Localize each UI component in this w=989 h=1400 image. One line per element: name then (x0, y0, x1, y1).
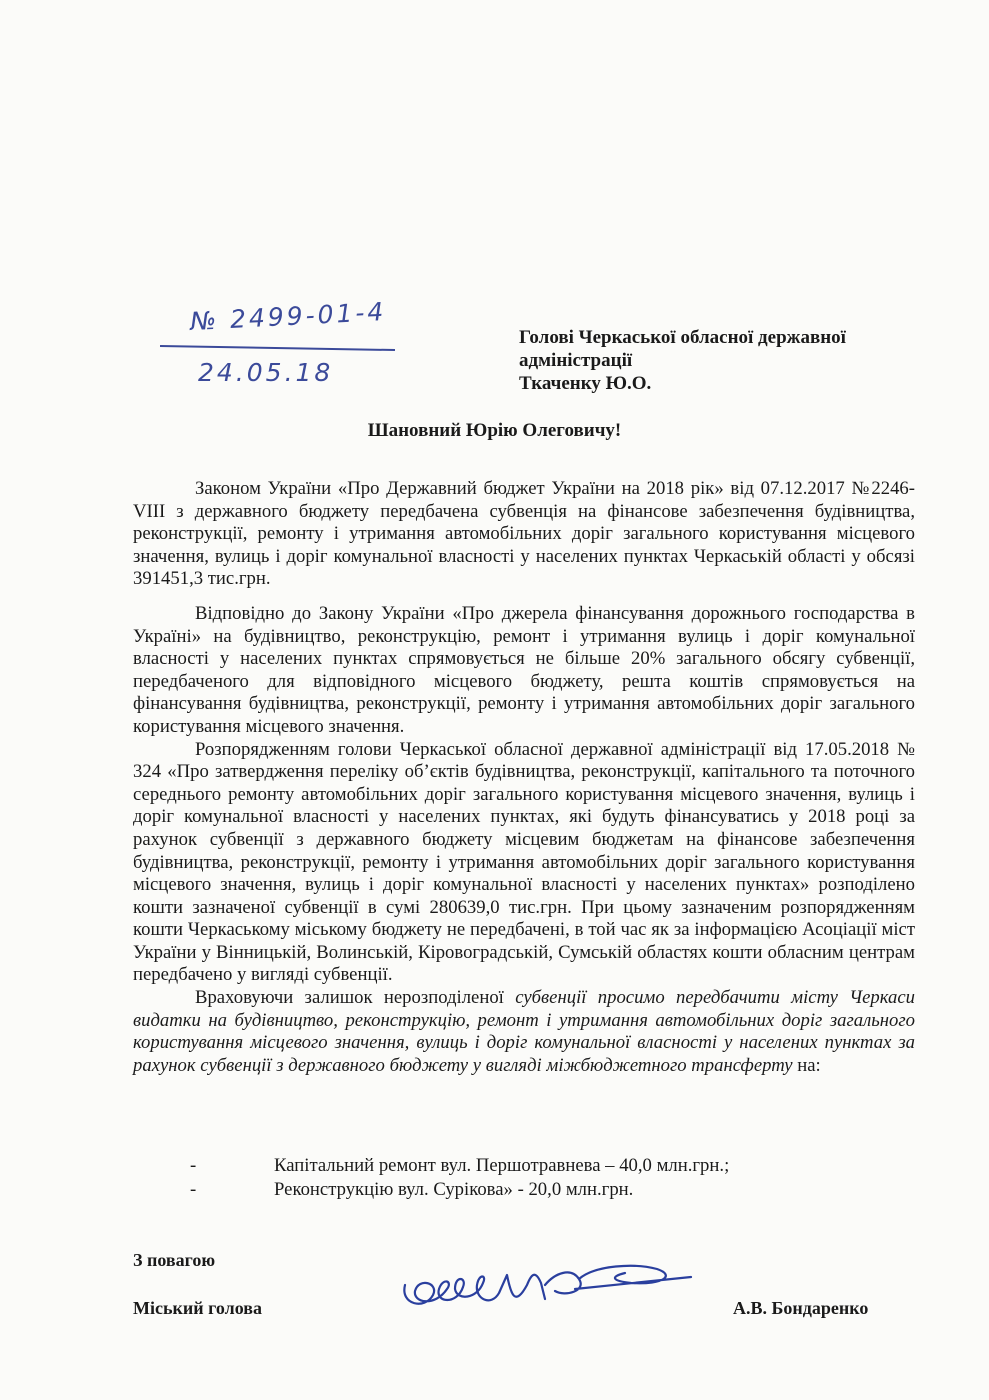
list-item-text: Капітальний ремонт вул. Першотравнева – 40,0 млн.грн.; (274, 1155, 730, 1176)
addressee-line-3: Ткаченку Ю.О. (519, 373, 652, 394)
closing-regards: З повагою (133, 1250, 216, 1270)
list-item (190, 1178, 729, 1202)
paragraph-3: Розпорядженням голови Черкаської обласної державної адміністрації від 17.05.2018 № 324 «Про затвердження переліку об’єктів будівництва, реконструкції, капітального та поточного середнього ремонту автомобільних доріг загального користування місцевого значення, вулиць і доріг комунальної власності у населених пунктах, які будуть фінансуватись у 2018 році за рахунок субвенції з державного бюджету місцевим бюджетам на фінансове забезпечення будівництва, реконструкції, ремонту і утримання автомобільних доріг загального користування місцевого значення, вулиць і доріг комунальної власності у населених пунктах» розподілено кошти зазначеної субвенції в сумі 280639,0 тис.грн. При цьому зазначеним розпорядженням кошти Черкаському міському бюджету не передбачені, в той час як за інформацією Асоціації міст України у Вінницькій, Волинській, Кіровоградській, Сумській областях кошти обласним центрам передбачено у вигляді субвенції. (133, 738, 915, 986)
addressee-line-2: адміністрації (519, 350, 633, 371)
request-list (190, 1154, 729, 1202)
list-item (190, 1154, 729, 1178)
paragraph-4-request: субвенції просимо передбачити місту Черкаси видатки на будівництво, реконструкцію, ремонт і утримання автомобільних доріг загального користування місцевого значення, вулиць і доріг комунальної власності у населених пунктах за рахунок субвенції з державного бюджету у вигляді міжбюджетного трансферту (133, 987, 915, 1076)
addressee-line-1: Голові Черкаської обласної державної (519, 327, 846, 348)
signer-position: Міський голова (133, 1298, 262, 1318)
paragraph-1: Законом України «Про Державний бюджет України на 2018 рік» від 07.12.2017 №2246- VIII з державного бюджету передбачена субвенція на фінансове забезпечення будівництва, реконструкції, ремонту і утримання автомобільних доріг загального користування місцевого значення, вулиць і доріг комунальної власності у населених пунктах Черкаській області у обсязі 391451,3 тис.грн. (133, 478, 915, 590)
paragraph-4-lead: Враховуючи залишок нерозподіленої (195, 987, 516, 1009)
list-marker: - (190, 1155, 197, 1176)
paragraph-4 (133, 987, 915, 1077)
paragraph-2: Відповідно до Закону України «Про джерела фінансування дорожнього господарства в Україні» на будівництво, реконструкцію, ремонт і утримання вулиць і доріг комунальної власності у населених пунктах спрямовується не більше 20% загального обсягу субвенції, передбаченого для відповідного місцевого бюджету, решта коштів спрямовується на фінансування будівництва, реконструкції, ремонту і утримання автомобільних доріг загального користування місцевого значення. (133, 602, 915, 737)
letter-body (133, 478, 915, 1077)
signer-name: А.В. Бондаренко (733, 1298, 869, 1318)
addressee-block (519, 326, 939, 395)
registration-date: 24.05.18 (198, 358, 334, 387)
paragraph-4-end: на: (792, 1054, 821, 1076)
list-item-text: Реконструкцію вул. Сурікова» - 20,0 млн.грн. (274, 1179, 634, 1200)
handwritten-signature (395, 1255, 695, 1335)
registration-underline (160, 345, 395, 351)
salutation: Шановний Юрію Олеговичу! (367, 420, 622, 441)
list-marker: - (190, 1179, 197, 1200)
registration-number: № 2499-01-4 (189, 296, 387, 337)
